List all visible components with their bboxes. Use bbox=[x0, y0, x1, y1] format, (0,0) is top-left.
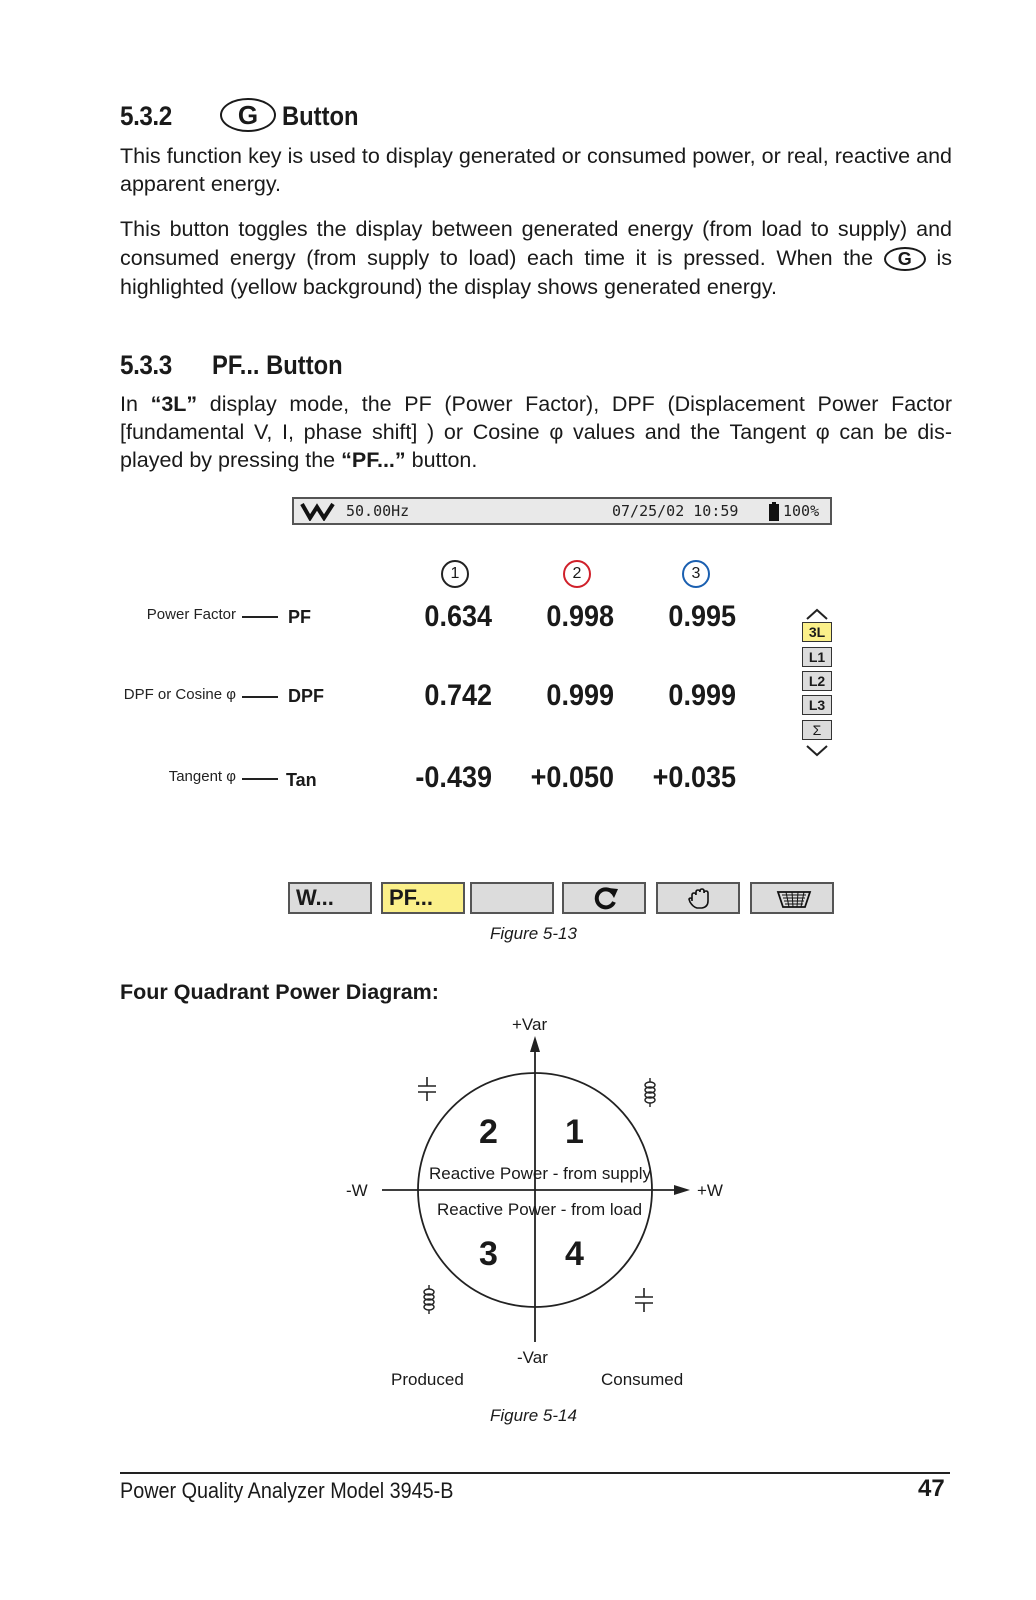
capacitor-icon bbox=[418, 1077, 436, 1101]
function-button-print[interactable] bbox=[750, 882, 834, 914]
plus-w-label: +W bbox=[697, 1181, 723, 1200]
diagram-heading: Four Quadrant Power Diagram: bbox=[120, 980, 439, 1004]
paragraph-g-intro: This function key is used to display generated or consumed power, or real, reactive and apparent energy. bbox=[120, 144, 952, 196]
row-leader-line bbox=[242, 778, 278, 780]
waveform-w-icon bbox=[300, 501, 336, 521]
tan-value-phase-3: +0.035 bbox=[652, 761, 736, 794]
function-button-refresh[interactable] bbox=[562, 882, 646, 914]
function-button-pf[interactable]: PF... bbox=[381, 882, 465, 914]
w-axis-arrowhead bbox=[674, 1185, 690, 1195]
phase-3-indicator: 3 bbox=[682, 560, 710, 588]
pf-text-a: In bbox=[120, 392, 151, 416]
battery-readout: 100% bbox=[783, 502, 820, 520]
paragraph-g-toggle-text-a: This button toggles the display between generated energy (from load to supply) and consumed energy (from supply to load) each time it is pressed. When the bbox=[120, 217, 952, 270]
section-title-g-button: Button bbox=[282, 101, 359, 131]
four-quadrant-diagram bbox=[330, 1030, 750, 1360]
inductor-icon bbox=[424, 1285, 434, 1314]
mode-l2[interactable]: L2 bbox=[802, 671, 832, 691]
row-leader-line bbox=[242, 616, 278, 618]
paragraph-g-toggle bbox=[120, 215, 952, 302]
footer-rule bbox=[120, 1472, 950, 1474]
hand-icon bbox=[686, 887, 714, 911]
row-key-tan: Tan bbox=[286, 770, 317, 790]
consumed-label: Consumed bbox=[601, 1370, 684, 1389]
mode-l1[interactable]: L1 bbox=[802, 647, 832, 667]
page-number: 47 bbox=[918, 1475, 945, 1502]
pf-value-phase-3: 0.995 bbox=[668, 600, 736, 633]
paragraph-g-toggle-text-b: is highlighted (yellow background) the display shows generated energy. bbox=[120, 246, 952, 299]
frequency-readout: 50.00Hz bbox=[346, 502, 410, 520]
function-button-w[interactable]: W... bbox=[288, 882, 372, 914]
capacitor-icon bbox=[635, 1288, 653, 1312]
reactive-power-supply-label: Reactive Power - from supply bbox=[429, 1164, 652, 1183]
chevron-down-icon[interactable] bbox=[805, 744, 829, 758]
reactive-power-load-label: Reactive Power - from load bbox=[437, 1200, 643, 1219]
pf-text-e: button. bbox=[405, 448, 478, 472]
phase-2-indicator: 2 bbox=[563, 560, 591, 588]
paragraph-pf-intro bbox=[120, 390, 952, 474]
row-key-pf: PF bbox=[288, 607, 312, 627]
footer-title: Power Quality Analyzer Model 3945-B bbox=[120, 1478, 454, 1503]
dpf-value-phase-1: 0.742 bbox=[424, 679, 492, 712]
row-label-dpf: DPF or Cosine φ bbox=[123, 686, 236, 703]
minus-w-label: -W bbox=[346, 1181, 368, 1200]
function-button-blank[interactable] bbox=[470, 882, 554, 914]
datetime-readout: 07/25/02 10:59 bbox=[612, 502, 739, 520]
screen-status-bar bbox=[292, 497, 832, 525]
quadrant-2-label: 2 bbox=[479, 1113, 498, 1151]
pf-value-phase-1: 0.634 bbox=[424, 600, 492, 633]
pf-text-c: display mode, the PF (Power Factor), DPF (Displacement Power Factor [fundamental V, I, phase shift] ) or Cosine φ values and the Tangent φ can be dis-played by pressing the bbox=[120, 392, 952, 472]
row-leader-line bbox=[242, 696, 278, 698]
mode-l3[interactable]: L3 bbox=[802, 695, 832, 715]
row-key-dpf: DPF bbox=[288, 686, 324, 706]
g-key-icon: G bbox=[220, 98, 276, 132]
pf-text-pf: “PF...” bbox=[341, 448, 406, 472]
row-label-tangent: Tangent φ bbox=[168, 768, 236, 785]
quadrant-1-label: 1 bbox=[565, 1113, 584, 1151]
chevron-up-icon[interactable] bbox=[805, 607, 829, 621]
basket-icon bbox=[776, 889, 812, 909]
dpf-value-phase-2: 0.999 bbox=[546, 679, 614, 712]
section-title-pf-button: PF... Button bbox=[212, 350, 343, 380]
phase-1-indicator: 1 bbox=[441, 560, 469, 588]
pf-value-phase-2: 0.998 bbox=[546, 600, 614, 633]
quadrant-4-label: 4 bbox=[565, 1235, 584, 1273]
figure-caption-5-14: Figure 5-14 bbox=[490, 1406, 577, 1425]
g-key-inline-icon: G bbox=[884, 247, 926, 271]
pf-text-3l: “3L” bbox=[150, 392, 198, 416]
mode-sigma[interactable]: Σ bbox=[802, 720, 832, 740]
dpf-value-phase-3: 0.999 bbox=[668, 679, 736, 712]
row-label-power-factor: Power Factor bbox=[146, 606, 236, 623]
tan-value-phase-1: -0.439 bbox=[415, 761, 492, 794]
inductor-icon bbox=[645, 1078, 655, 1107]
quadrant-3-label: 3 bbox=[479, 1235, 498, 1273]
plus-var-label: +Var bbox=[512, 1015, 548, 1034]
tan-value-phase-2: +0.050 bbox=[530, 761, 614, 794]
battery-icon bbox=[768, 502, 780, 521]
section-number-5-3-2: 5.3.2 bbox=[120, 101, 172, 131]
refresh-icon bbox=[591, 886, 621, 910]
var-axis-arrowhead bbox=[530, 1036, 540, 1052]
minus-var-label: -Var bbox=[517, 1348, 548, 1367]
figure-caption-5-13: Figure 5-13 bbox=[490, 924, 577, 943]
mode-3l[interactable]: 3L bbox=[802, 622, 832, 642]
section-number-5-3-3: 5.3.3 bbox=[120, 350, 172, 380]
produced-label: Produced bbox=[391, 1370, 464, 1389]
function-button-hold[interactable] bbox=[656, 882, 740, 914]
